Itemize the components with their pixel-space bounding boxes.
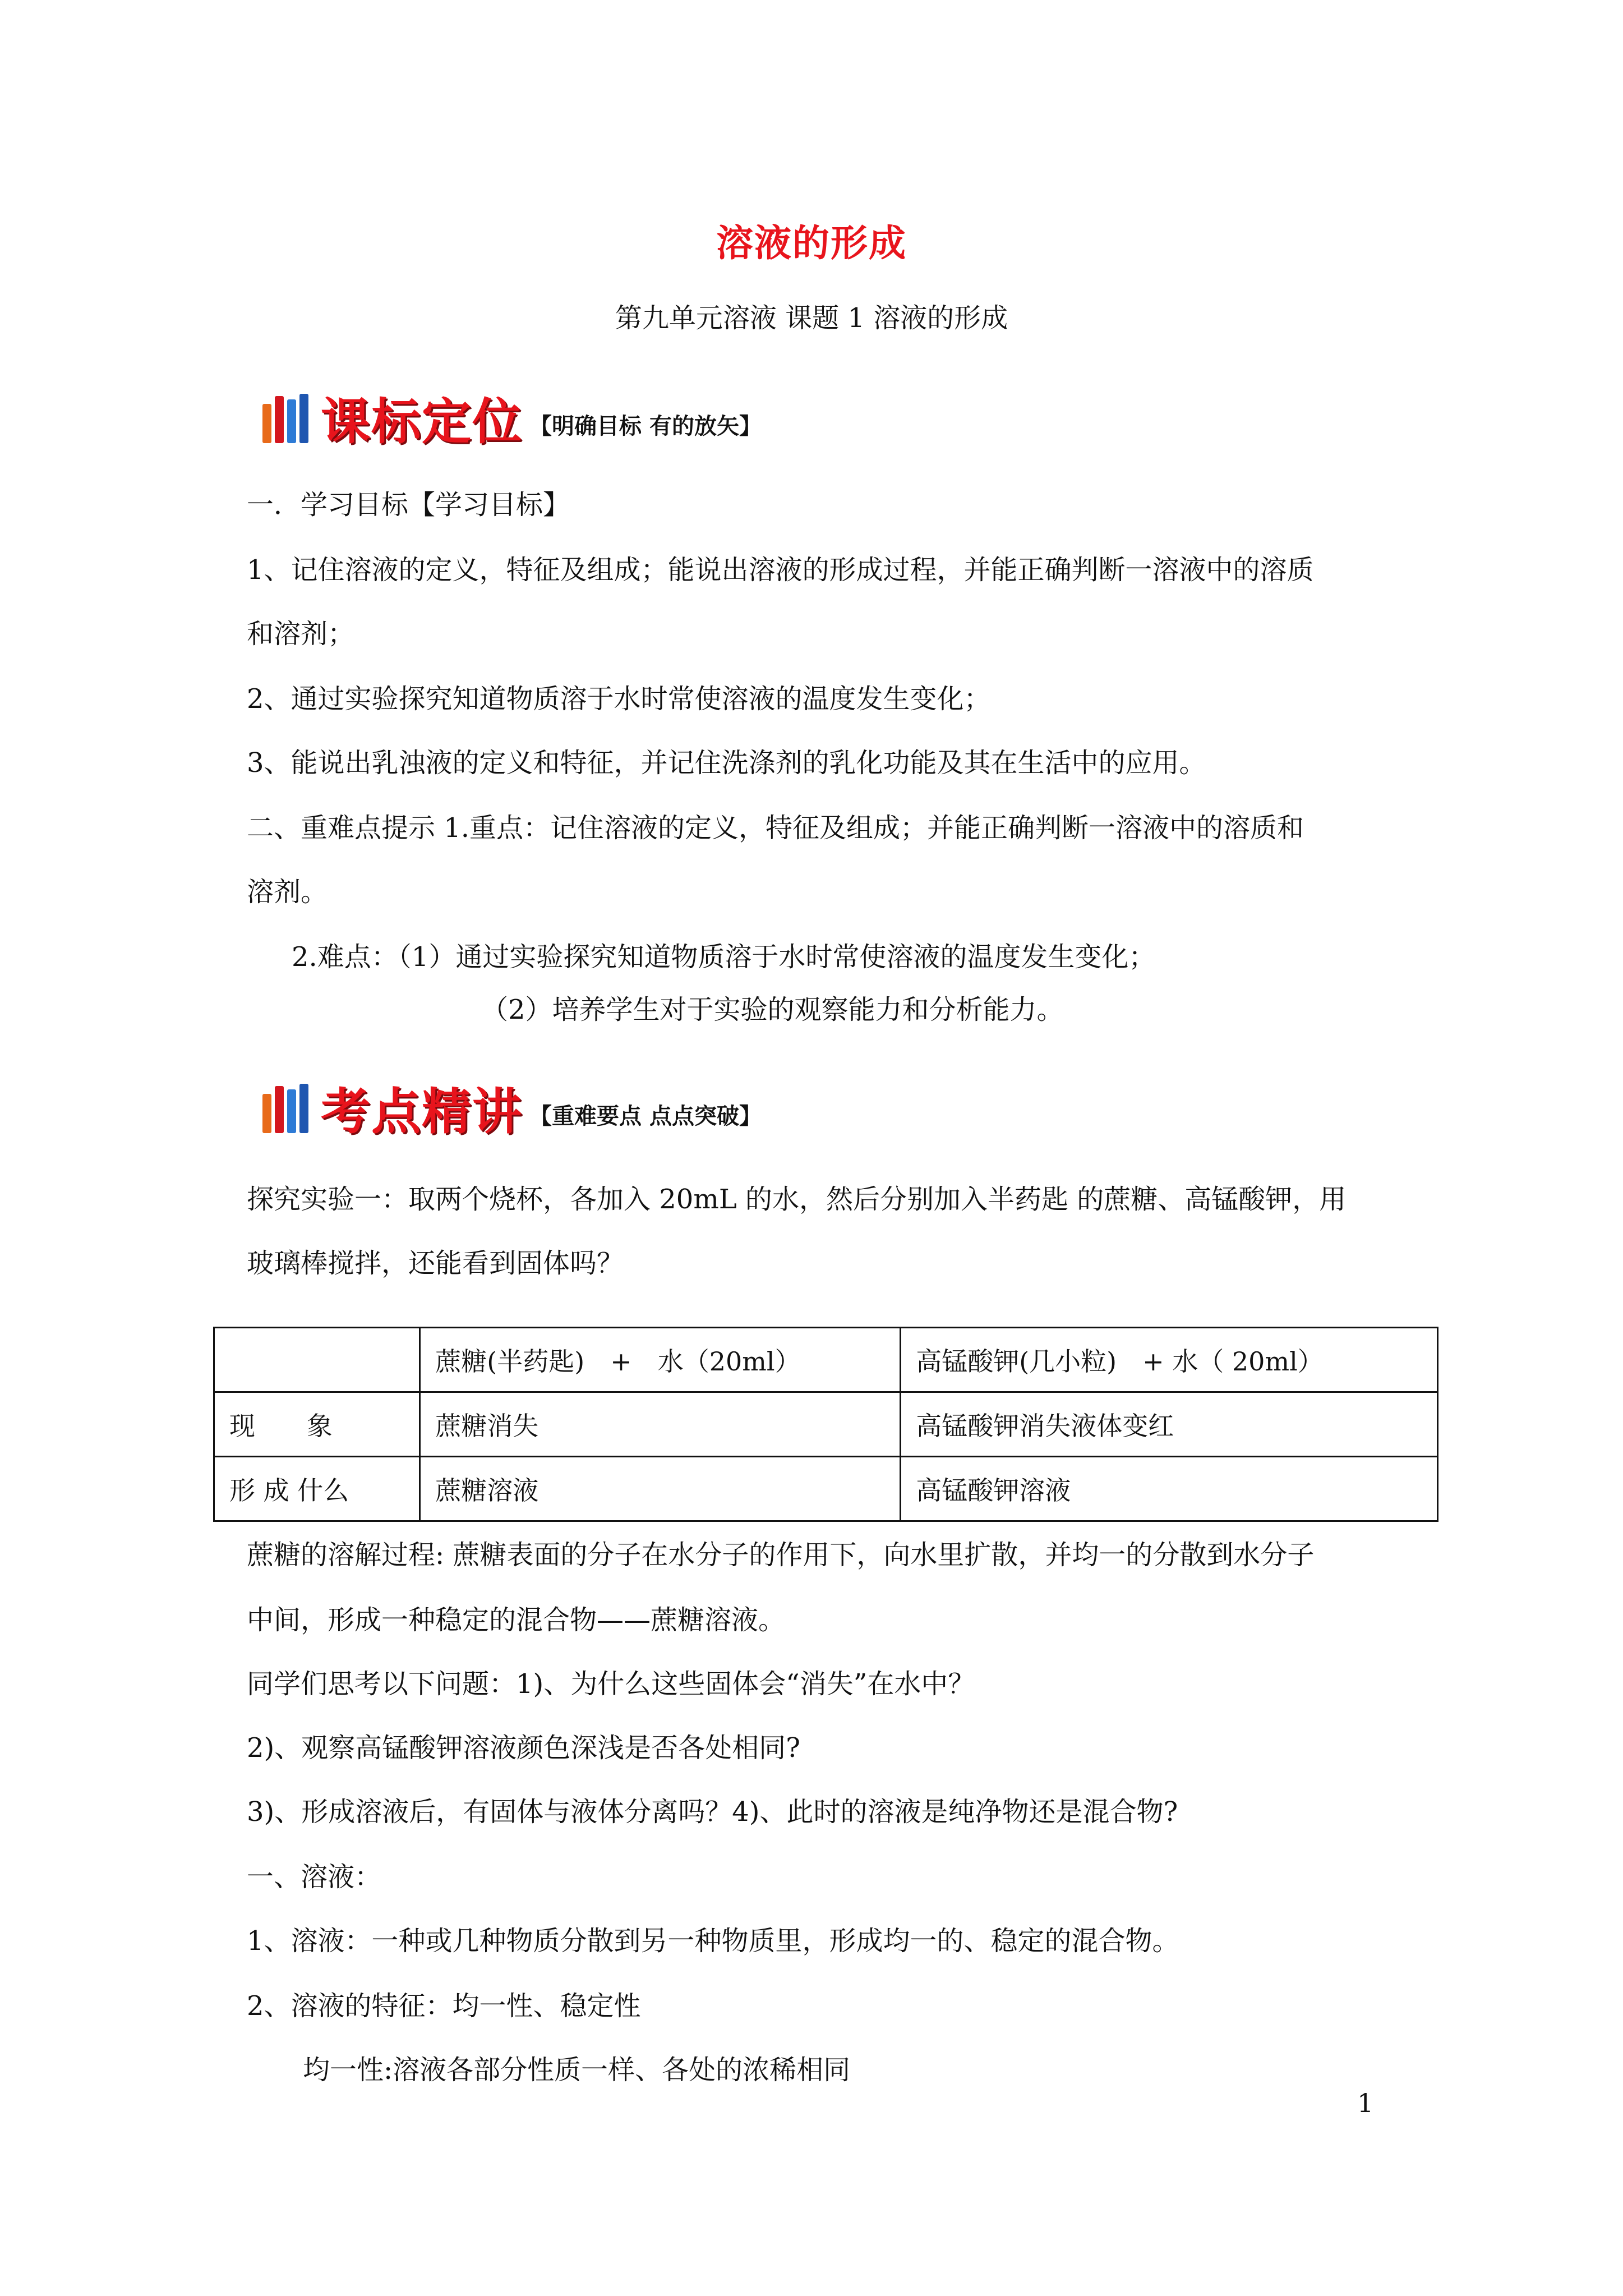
page-number: 1 — [1357, 2088, 1374, 2118]
banner-title: 考点精讲 — [321, 1083, 523, 1140]
books-icon — [262, 393, 308, 443]
table-row — [214, 1457, 1438, 1521]
key-points-line2: 溶剂。 — [247, 876, 328, 908]
banner-key-points — [262, 1077, 762, 1139]
goal-item-3: 3、能说出乳浊液的定义和特征，并记住洗涤剂的乳化功能及其在生活中的应用。 — [247, 747, 1206, 779]
experiment-table — [213, 1327, 1438, 1522]
table-cell: 形 成 什么 — [214, 1457, 420, 1521]
solution-definition: 1、溶液：一种或几种物质分散到另一种物质里，形成均一的、稳定的混合物。 — [247, 1925, 1179, 1957]
dissolve-line1: 蔗糖的溶解过程: 蔗糖表面的分子在水分子的作用下，向水里扩散，并均一的分散到水分子 — [247, 1539, 1315, 1571]
experiment-line1: 探究实验一：取两个烧杯，各加入 20mL 的水，然后分别加入半药匙 的蔗糖、高锰酸钾，用 — [247, 1184, 1347, 1215]
goal-item-1-line2: 和溶剂； — [247, 618, 355, 650]
banner-curriculum — [262, 387, 762, 449]
table-cell: 现 象 — [214, 1392, 420, 1457]
goals-heading: 一．学习目标【学习目标】 — [247, 489, 570, 521]
document-title: 溶液的形成 — [716, 221, 907, 265]
difficult-points-line2: （2）培养学生对于实验的观察能力和分析能力。 — [481, 994, 1064, 1025]
document-subtitle: 第九单元溶液 课题 1 溶液的形成 — [615, 302, 1008, 334]
banner-title: 课标定位 — [321, 393, 523, 450]
table-cell: 高锰酸钾消失液体变红 — [901, 1392, 1438, 1457]
table-cell: 蔗糖(半药匙) + 水（20ml） — [420, 1328, 901, 1392]
banner-subtitle: 【明确目标 有的放矢】 — [529, 413, 762, 439]
question-1: 同学们思考以下问题：1)、为什么这些固体会“消失”在水中？ — [247, 1668, 975, 1700]
table-row — [214, 1392, 1438, 1457]
experiment-line2: 玻璃棒搅拌，还能看到固体吗？ — [247, 1248, 624, 1279]
table-cell — [214, 1328, 420, 1392]
section-solution: 一、溶液： — [247, 1861, 382, 1893]
goal-item-2: 2、通过实验探究知道物质溶于水时常使溶液的温度发生变化； — [247, 683, 991, 715]
question-2: 2)、观察高锰酸钾溶液颜色深浅是否各处相同? — [247, 1732, 801, 1764]
dissolve-line2: 中间，形成一种稳定的混合物——蔗糖溶液。 — [247, 1604, 786, 1636]
difficult-points-line1: 2.难点：（1）通过实验探究知道物质溶于水时常使溶液的温度发生变化； — [292, 941, 1156, 973]
solution-features: 2、溶液的特征：均一性、稳定性 — [247, 1990, 641, 2022]
banner-subtitle: 【重难要点 点点突破】 — [529, 1103, 762, 1129]
table-cell: 高锰酸钾溶液 — [901, 1457, 1438, 1521]
question-3: 3)、形成溶液后，有固体与液体分离吗？4)、此时的溶液是纯净物还是混合物? — [247, 1796, 1178, 1828]
goal-item-1-line1: 1、记住溶液的定义，特征及组成；能说出溶液的形成过程，并能正确判断一溶液中的溶质 — [247, 554, 1314, 586]
table-cell: 蔗糖消失 — [420, 1392, 901, 1457]
books-icon — [262, 1083, 308, 1133]
key-points-line1: 二、重难点提示 1.重点：记住溶液的定义，特征及组成；并能正确判断一溶液中的溶质和 — [247, 812, 1304, 844]
table-cell: 蔗糖溶液 — [420, 1457, 901, 1521]
table-header-row — [214, 1328, 1438, 1392]
uniformity-note: 均一性:溶液各部分性质一样、各处的浓稀相同 — [303, 2054, 851, 2086]
table-cell: 高锰酸钾(几小粒) + 水（ 20ml） — [901, 1328, 1438, 1392]
